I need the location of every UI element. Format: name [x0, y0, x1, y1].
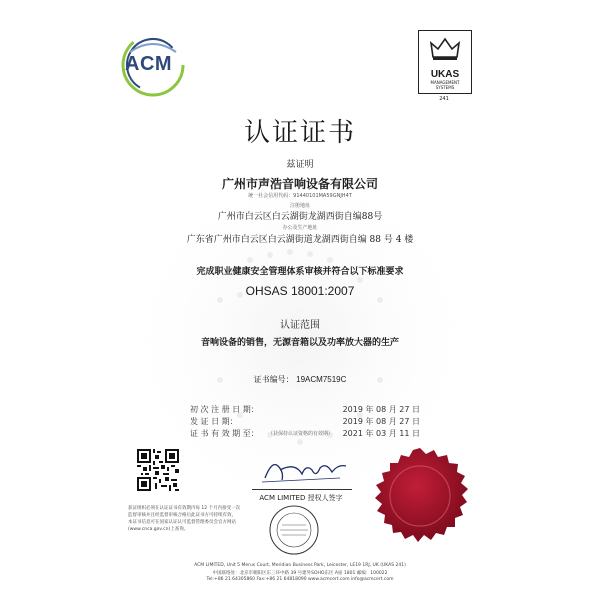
note-line: 获证组织必须在认证证书有效期内每 12 个月内接受一次 [128, 506, 241, 511]
ukas-number: 241 [439, 96, 449, 102]
date-label: 证 书 有 效 期 至： [190, 429, 259, 438]
date-label: 初 次 注 册 日 期： [190, 405, 259, 414]
signatory-label: ACM LIMITED 授权人签字 [259, 494, 343, 502]
standard: OHSAS 18001:2007 [245, 284, 355, 298]
ukas-name: UKAS [430, 69, 460, 80]
note-line: 本证书信息可在国家认证认可监督管理委员会官方网站 [128, 520, 236, 525]
date-row [190, 428, 420, 440]
date-value: 2021 年 03 月 11 日 [342, 429, 420, 438]
footer-en: ACM LIMITED, Unit 5 Merus Court, Meridian Business Park, Leicester, LE19 1RJ, UK (UKAS 241) [194, 563, 406, 568]
ukas-box [418, 30, 472, 94]
date-value: 2019 年 08 月 27 日 [342, 405, 420, 414]
scope: 音响设备的销售，无源音箱以及功率放大器的生产 [200, 338, 399, 348]
acm-logo [120, 32, 186, 98]
office-address-label: 办公及生产地址 [282, 225, 318, 231]
cert-number [0, 374, 600, 385]
notes [128, 505, 258, 533]
footer-cn: 中国联络处：北京市朝阳区东三环中路 39 号建外SOHO东区 A座 1801 邮编：100022 [212, 571, 388, 576]
acm-logo-text: ACM [125, 53, 173, 75]
company-name: 广州市声浩音响设备有限公司 [221, 177, 378, 191]
signature-line [252, 489, 352, 490]
reg-address: 广州市白云区白云湖街龙湖西街自编88号 [217, 212, 383, 222]
crown-icon [419, 31, 471, 65]
ukas-sub2: SYSTEMS [435, 85, 455, 90]
stamp-circle [268, 504, 320, 556]
date-row [190, 404, 420, 416]
reg-address-label: 注册地址 [289, 203, 310, 209]
ukas-mark [414, 30, 474, 102]
scope-label: 认证范围 [280, 320, 320, 331]
signature-image [260, 456, 350, 486]
page-title: 认证证书 [243, 118, 356, 148]
dates-table [190, 404, 420, 440]
cert-number-value: 19ACM7519C [296, 375, 347, 384]
ukas-sub1: MANAGEMENT [430, 80, 460, 85]
office-address: 广东省广州市白云区白云湖街道龙湖西街自编 88 号 4 楼 [186, 235, 414, 245]
note-line: (www.cnca.gov.cn)上查询。 [128, 527, 189, 532]
red-seal [368, 446, 472, 550]
credit-code: 统一社会信用代码：91440101MA59GNJH4T [248, 193, 352, 199]
note-line: 监督审核并且经监督审核合格后此证书方可持续有效， [128, 513, 236, 518]
date-note: （获保持认证资格的有效期） [268, 431, 334, 437]
date-row [190, 416, 420, 428]
prove-label: 兹证明 [286, 160, 314, 170]
date-value: 2019 年 08 月 27 日 [342, 417, 420, 426]
statement: 完成职业健康安全管理体系审核并符合以下标准要求 [196, 267, 404, 277]
cert-number-label: 证书编号： [253, 375, 294, 384]
date-label: 发 证 日 期： [190, 417, 238, 426]
footer-contact: Tel:+86 21 64305860 Fax:+86 21 64818090 www.acmcert.com info@acmcert.com [206, 577, 394, 582]
qr-code [137, 449, 179, 491]
